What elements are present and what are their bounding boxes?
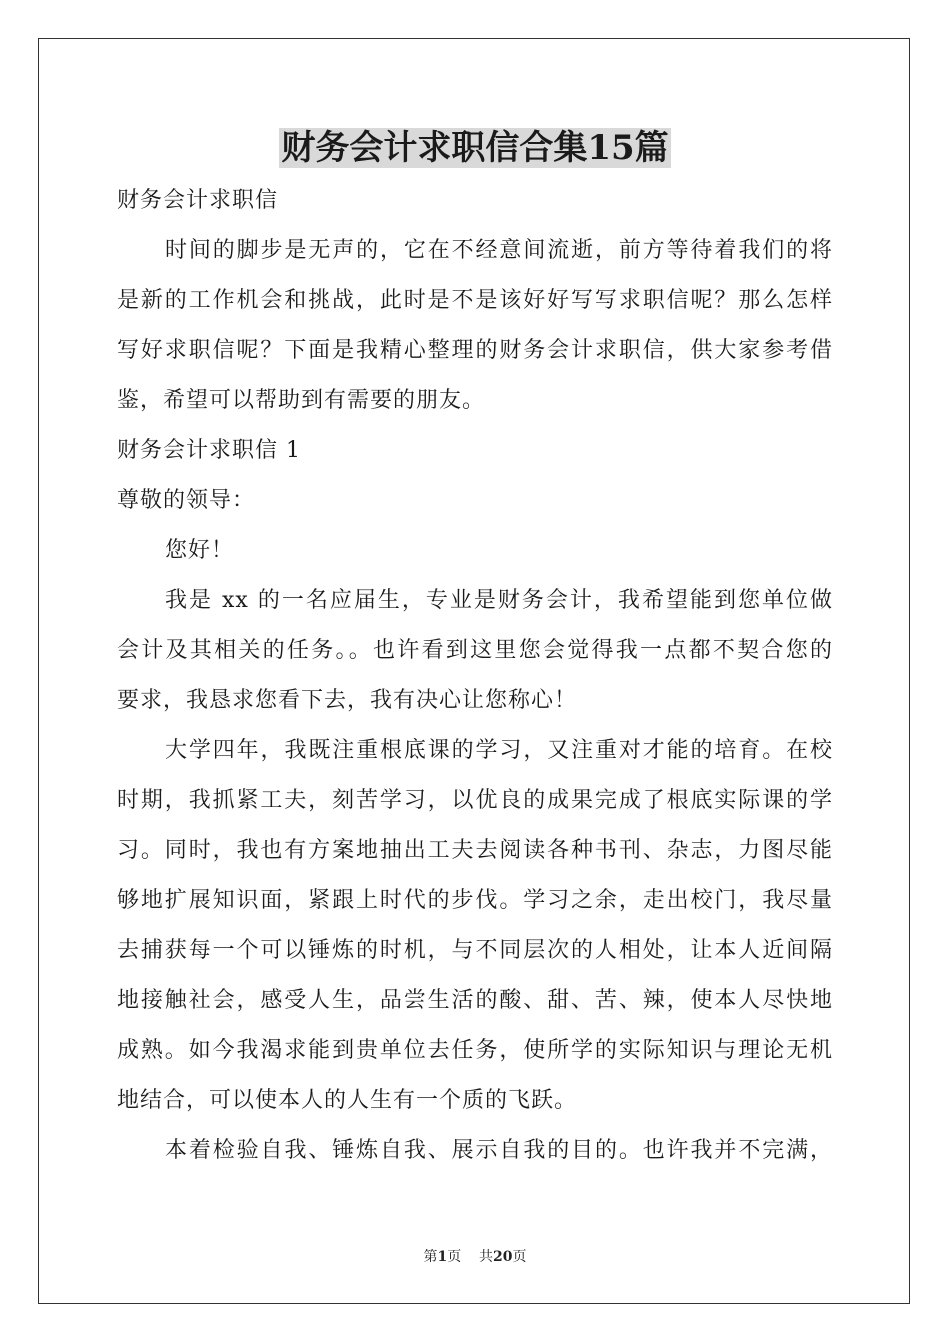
document-title-text: 财务会计求职信合集15篇 [281, 128, 669, 168]
body-line: 是新的工作机会和挑战，此时是不是该好好写写求职信呢？那么怎样 [117, 288, 833, 313]
total-suffix: 页 [512, 1249, 527, 1265]
greeting: 您好！ [165, 538, 235, 563]
section-heading: 财务会计求职信 1 [117, 438, 301, 463]
page-current: 1 [437, 1249, 448, 1265]
page-prefix: 第 [423, 1249, 438, 1265]
body-line: 鉴，希望可以帮助到有需要的朋友。 [117, 388, 486, 413]
body-line: 地结合，可以使本人的人生有一个质的飞跃。 [117, 1088, 578, 1113]
body-line: 地接触社会，感受人生，品尝生活的酸、甜、苦、辣，使本人尽快地 [117, 988, 833, 1013]
body-line: 习。同时，我也有方案地抽出工夫去阅读各种书刊、杂志，力图尽能 [117, 838, 833, 863]
document-title [0, 126, 950, 170]
body-line: 够地扩展知识面，紧跟上时代的步伐。学习之余，走出校门，我尽量 [117, 888, 833, 913]
document-body [117, 176, 833, 1176]
body-line: 本着检验自我、锤炼自我、展示自我的目的。也许我并不完满， [165, 1138, 833, 1163]
page-suffix: 页 [447, 1249, 462, 1265]
body-line: 时间的脚步是无声的，它在不经意间流逝，前方等待着我们的将 [165, 238, 833, 263]
body-line: 财务会计求职信 [117, 188, 279, 213]
body-line: 成熟。如今我渴求能到贵单位去任务，使所学的实际知识与理论无机 [117, 1038, 833, 1063]
page-footer [0, 1246, 950, 1266]
page-total: 20 [493, 1249, 513, 1265]
total-prefix: 共 [479, 1249, 494, 1265]
body-line: 大学四年，我既注重根底课的学习，又注重对才能的培育。在校 [165, 738, 833, 763]
body-line: 写好求职信呢？下面是我精心整理的财务会计求职信，供大家参考借 [117, 338, 833, 363]
body-line: 要求，我恳求您看下去，我有决心让您称心！ [117, 688, 578, 713]
body-line: 我是 xx 的一名应届生，专业是财务会计，我希望能到您单位做 [165, 588, 833, 613]
body-line: 会计及其相关的任务。。也许看到这里您会觉得我一点都不契合您的 [117, 638, 833, 663]
body-line: 去捕获每一个可以锤炼的时机，与不同层次的人相处，让本人近间隔 [117, 938, 833, 963]
body-line: 时期，我抓紧工夫，刻苦学习，以优良的成果完成了根底实际课的学 [117, 788, 833, 813]
salutation: 尊敬的领导： [117, 488, 256, 513]
